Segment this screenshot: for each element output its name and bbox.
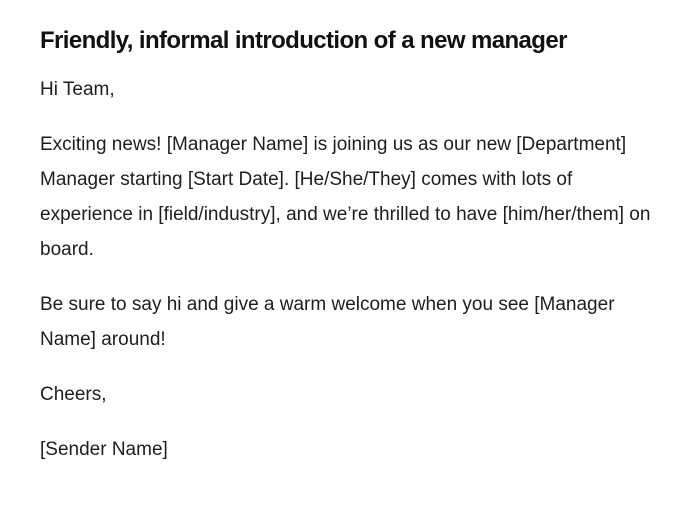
body-paragraph-welcome: Be sure to say hi and give a warm welcome when you see [Manager Name] around! bbox=[40, 294, 615, 350]
email-template bbox=[40, 24, 670, 487]
body-paragraph-announcement: Exciting news! [Manager Name] is joining us as our new [Department] Manager starting [Start Date]. [He/She/They] comes with lots of experience in [field/industry], and we’re thrilled to have [him/her/them] on board. bbox=[40, 134, 651, 260]
page-title: Friendly, informal introduction of a new manager bbox=[40, 27, 567, 54]
signature: [Sender Name] bbox=[40, 439, 168, 460]
greeting: Hi Team, bbox=[40, 79, 115, 100]
closing: Cheers, bbox=[40, 384, 107, 405]
